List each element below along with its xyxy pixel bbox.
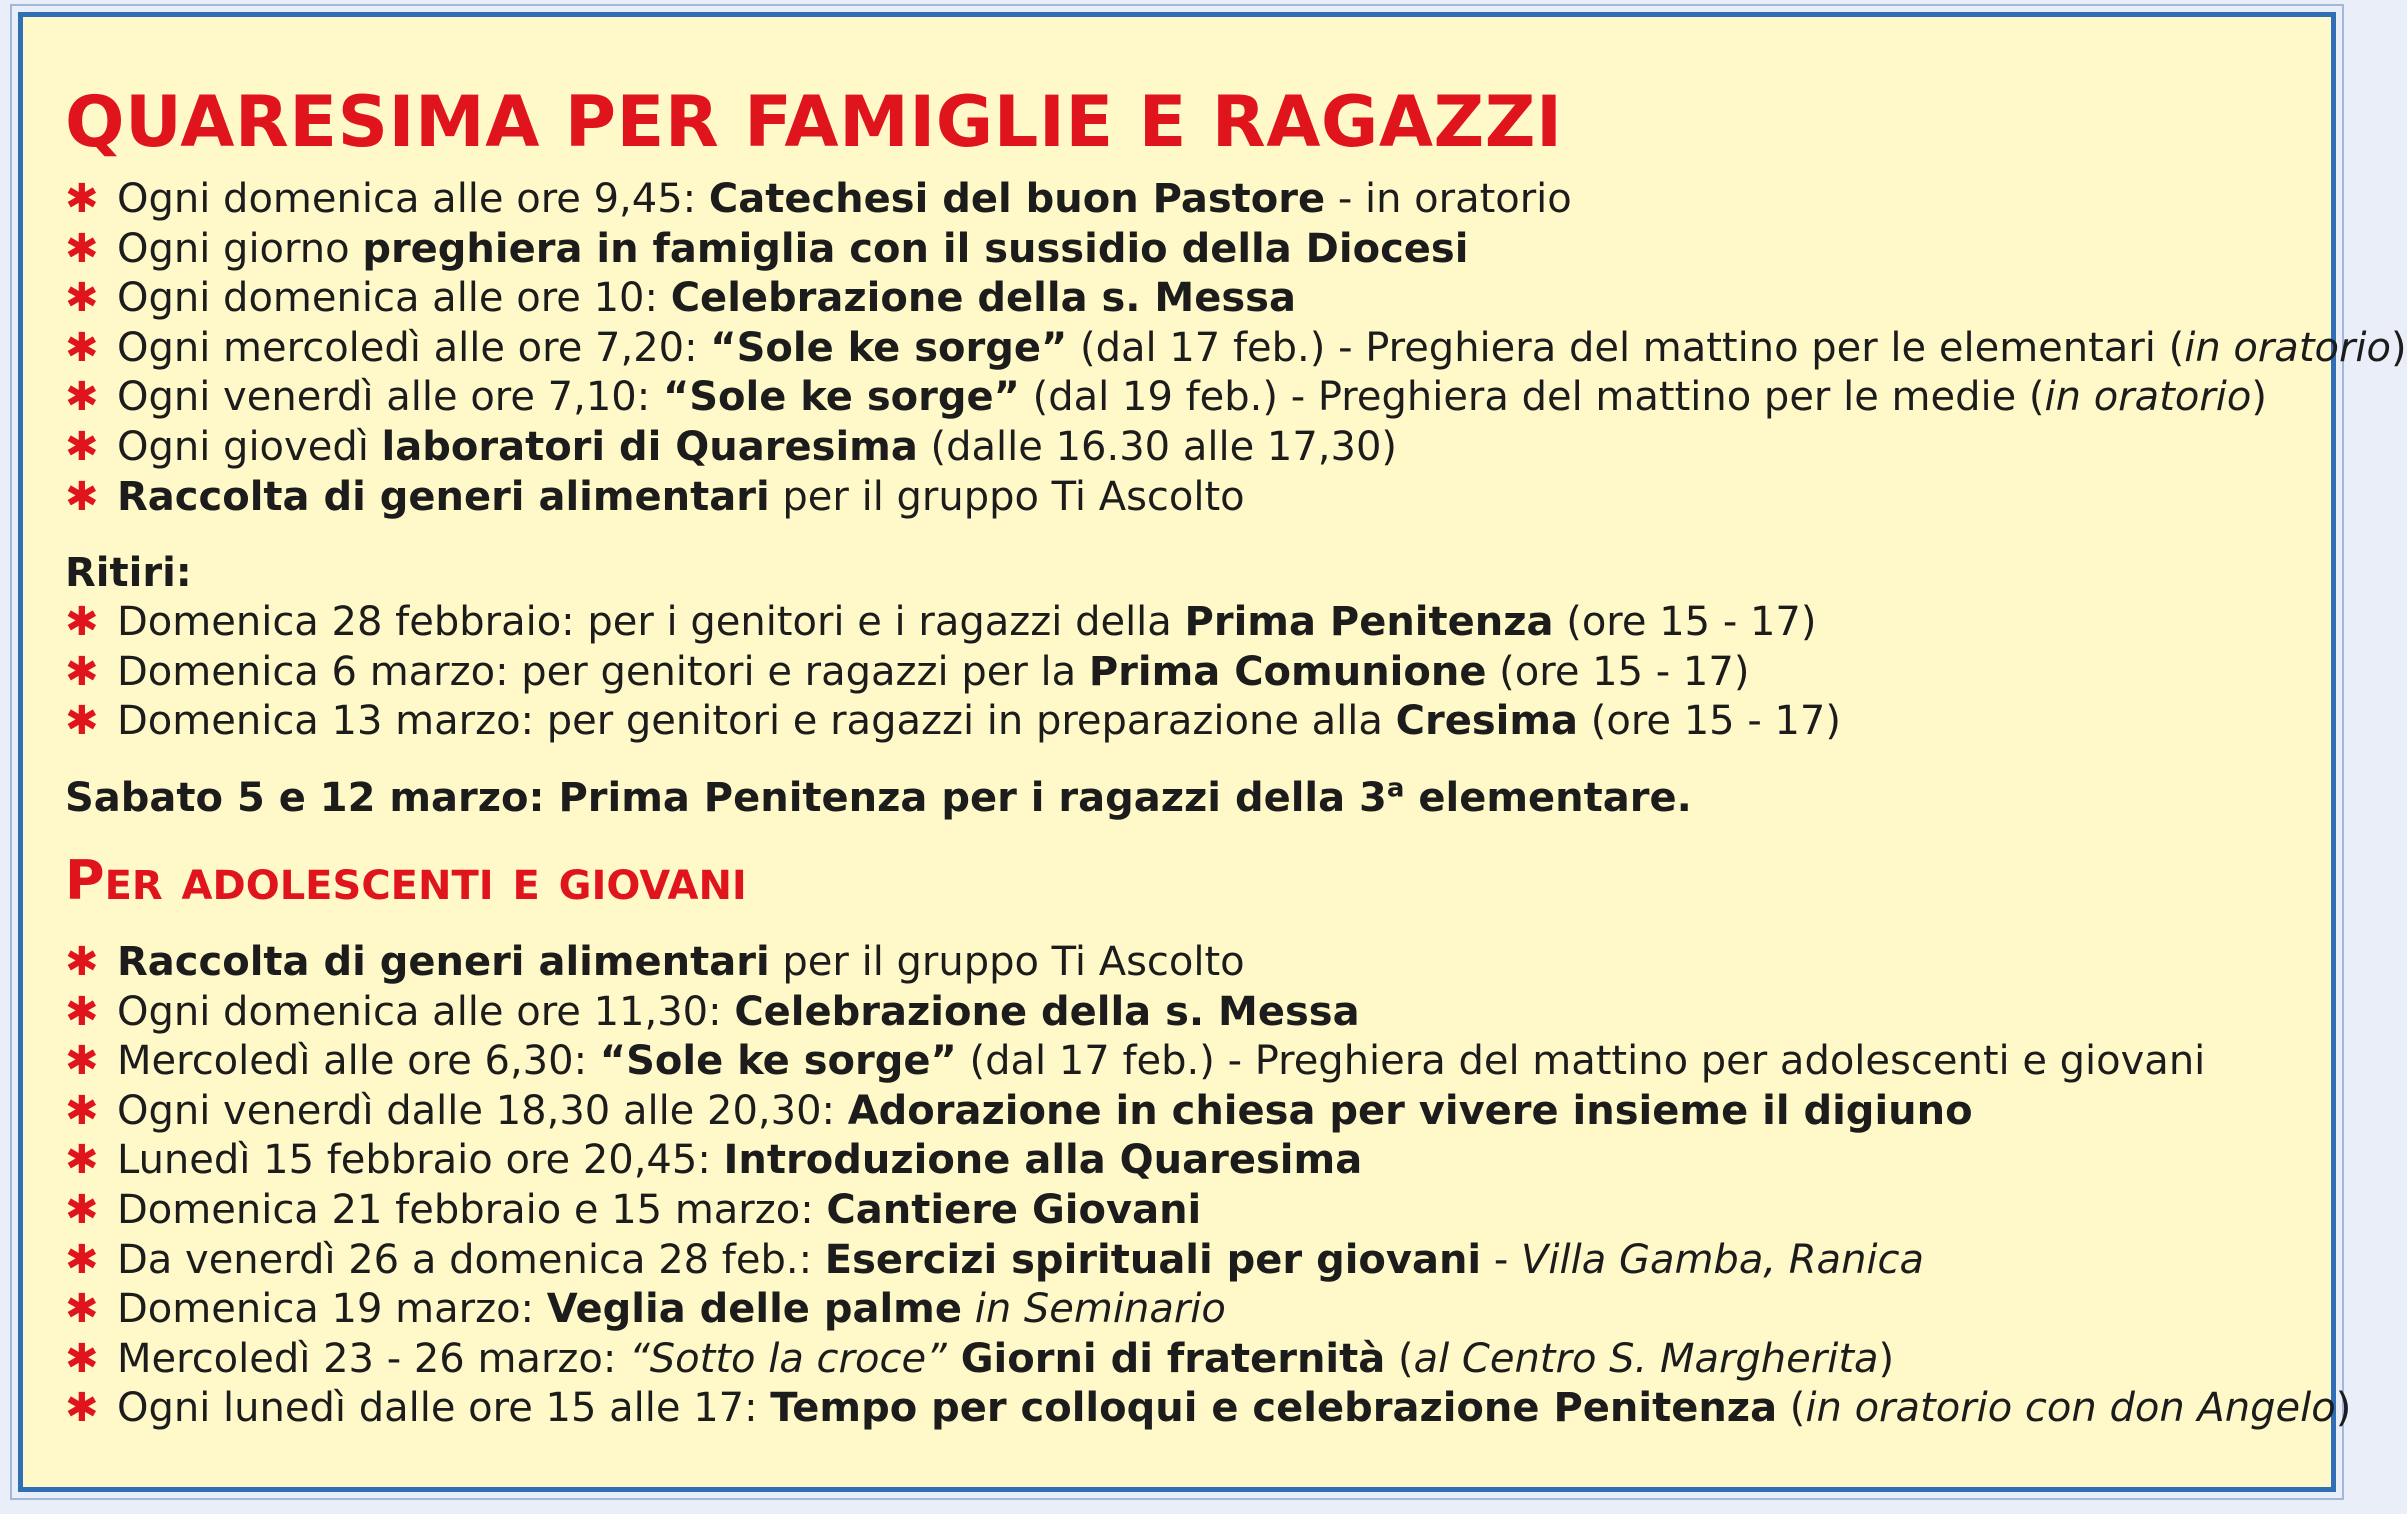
item-text: (dal 19 feb.) - Preghiera del mattino per le medie ( (1019, 374, 2045, 421)
asterisk-icon: ✱ (65, 1038, 99, 1085)
item-text: (ore 15 - 17) (1553, 599, 1817, 646)
item-italic: “Sotto la croce” (629, 1335, 947, 1382)
list-item (65, 598, 2301, 648)
item-bold: laboratori di Quaresima (381, 423, 918, 470)
item-bold: Prima Comunione (1088, 648, 1487, 695)
item-text: (ore 15 - 17) (1486, 648, 1750, 695)
list-item (65, 1136, 2301, 1186)
item-text: ( (1777, 1385, 1806, 1432)
bulletin-content (65, 79, 2407, 1434)
item-bold: Celebrazione della s. Messa (670, 275, 1296, 322)
list-item (65, 648, 2301, 698)
item-italic: in Seminario (962, 1286, 1226, 1333)
asterisk-icon: ✱ (65, 599, 99, 646)
item-text: Mercoledì alle ore 6,30: (117, 1038, 600, 1085)
item-text: per il gruppo Ti Ascolto (769, 473, 1245, 520)
asterisk-icon: ✱ (65, 374, 99, 421)
item-bold: “Sole ke sorge” (599, 1038, 957, 1085)
item-italic: Villa Gamba, Ranica (1521, 1236, 1925, 1283)
item-text: Domenica 6 marzo: per genitori e ragazzi per la (117, 648, 1089, 695)
list-item (65, 1037, 2301, 1087)
item-bold: Prima Penitenza (1184, 599, 1554, 646)
item-text: (ore 15 - 17) (1578, 698, 1841, 745)
asterisk-icon: ✱ (65, 275, 99, 322)
asterisk-icon: ✱ (65, 473, 99, 520)
prima-penitenza-note (65, 773, 2301, 823)
list-item (65, 373, 2301, 423)
item-text: - (1481, 1236, 1522, 1283)
list-item (65, 1186, 2301, 1236)
item-bold: Adorazione in chiesa per vivere insieme il digiuno (847, 1087, 1973, 1134)
item-text: Ogni lunedì dalle ore 15 alle 17: (117, 1385, 771, 1432)
item-text: Ogni domenica alle ore 10: (117, 275, 671, 322)
item-bold: Raccolta di generi alimentari (117, 473, 770, 520)
section2-list (65, 938, 2352, 1434)
asterisk-icon: ✱ (65, 938, 99, 985)
list-item (65, 1384, 2352, 1434)
asterisk-icon: ✱ (65, 1236, 99, 1283)
item-text: Ogni domenica alle ore 9,45: (117, 176, 709, 222)
asterisk-icon: ✱ (65, 225, 99, 272)
list-item (65, 473, 2301, 523)
item-bold: “Sole ke sorge” (662, 374, 1020, 421)
retreats-list (65, 598, 2301, 747)
asterisk-icon: ✱ (65, 648, 99, 695)
note-text-end: elementare. (1404, 774, 1692, 821)
item-bold: Tempo per colloqui e celebrazione Penitenza (770, 1385, 1778, 1432)
list-item (65, 988, 2301, 1038)
asterisk-icon: ✱ (65, 1087, 99, 1134)
asterisk-icon: ✱ (65, 176, 99, 222)
item-text: Domenica 21 febbraio e 15 marzo: (117, 1186, 827, 1233)
item-bold: Raccolta di generi alimentari (117, 938, 770, 985)
asterisk-icon: ✱ (65, 988, 99, 1035)
list-item (65, 1236, 2301, 1286)
section1-title: QUARESIMA PER FAMIGLIE E RAGAZZI (65, 81, 1563, 163)
item-text: Ogni venerdì dalle 18,30 alle 20,30: (117, 1087, 848, 1134)
item-text: Da venerdì 26 a domenica 28 feb.: (117, 1236, 825, 1283)
asterisk-icon: ✱ (65, 1385, 99, 1432)
section2-title (65, 849, 2301, 918)
item-italic: in oratorio (2044, 374, 2252, 421)
item-bold: Celebrazione della s. Messa (734, 988, 1360, 1035)
item-text: Lunedì 15 febbraio ore 20,45: (117, 1137, 724, 1184)
asterisk-icon: ✱ (65, 1137, 99, 1184)
asterisk-icon: ✱ (65, 423, 99, 470)
note-text: Sabato 5 e 12 marzo: Prima Penitenza per i ragazzi della 3 (65, 774, 1387, 821)
item-italic: in oratorio (2184, 324, 2391, 371)
item-text: ) (2391, 324, 2407, 371)
item-text: Ogni venerdì alle ore 7,10: (117, 374, 663, 421)
list-item (65, 1335, 2301, 1385)
item-bold: Cresima (1395, 698, 1579, 745)
item-text: ) (1878, 1335, 1895, 1382)
item-bold: Giorni di fraternità (946, 1335, 1386, 1382)
retreats-heading: Ritiri: (65, 550, 192, 597)
asterisk-icon: ✱ (65, 1335, 99, 1382)
note-superscript: a (1386, 773, 1405, 804)
item-text: Domenica 13 marzo: per genitori e ragazzi in preparazione alla (117, 698, 1396, 745)
list-item (65, 175, 2301, 225)
item-text: Ogni mercoledì alle ore 7,20: (117, 324, 711, 371)
item-text: Mercoledì 23 - 26 marzo: (117, 1335, 630, 1382)
list-item (65, 274, 2301, 324)
list-item (65, 324, 2407, 374)
bulletin-box (18, 12, 2407, 1492)
item-bold: Cantiere Giovani (826, 1186, 1202, 1233)
list-item (65, 1285, 2301, 1335)
list-item (65, 423, 2301, 473)
list-item (65, 697, 2301, 747)
item-italic: al Centro S. Margherita (1413, 1335, 1879, 1382)
item-text: ( (1385, 1335, 1414, 1382)
item-text: Ogni giorno (117, 225, 363, 272)
item-text: (dal 17 feb.) - Preghiera del mattino per le elementari ( (1067, 324, 2185, 371)
asterisk-icon: ✱ (65, 1286, 99, 1333)
list-item (65, 1087, 2301, 1137)
asterisk-icon: ✱ (65, 324, 99, 371)
item-text: ) (2251, 374, 2267, 421)
item-text: (dalle 16.30 alle 17,30) (917, 423, 1398, 470)
item-text: Ogni domenica alle ore 11,30: (117, 988, 735, 1035)
item-bold: Catechesi del buon Pastore (708, 176, 1326, 222)
section2-title-text: PER ADOLESCENTI E GIOVANI (65, 848, 747, 912)
item-text: Ogni giovedì (117, 423, 382, 470)
list-item (65, 938, 2301, 988)
item-bold: “Sole ke sorge” (710, 324, 1068, 371)
list-item (65, 225, 2301, 275)
item-bold: Veglia delle palme (546, 1286, 962, 1333)
item-text: per il gruppo Ti Ascolto (769, 938, 1245, 985)
item-text: Domenica 19 marzo: (117, 1286, 547, 1333)
section1-list (65, 175, 2407, 522)
item-text: - in oratorio (1325, 176, 1572, 222)
item-bold: Introduzione alla Quaresima (723, 1137, 1363, 1184)
item-text: Domenica 28 febbraio: per i genitori e i ragazzi della (117, 599, 1185, 646)
item-text: ) (2335, 1385, 2352, 1432)
item-text: (dal 17 feb.) - Preghiera del mattino per adolescenti e giovani (956, 1038, 2206, 1085)
item-bold: preghiera in famiglia con il sussidio della Diocesi (362, 225, 1469, 272)
item-italic: in oratorio con don Angelo (1805, 1385, 2336, 1432)
asterisk-icon: ✱ (65, 698, 99, 745)
item-bold: Esercizi spirituali per giovani (824, 1236, 1482, 1283)
asterisk-icon: ✱ (65, 1186, 99, 1233)
